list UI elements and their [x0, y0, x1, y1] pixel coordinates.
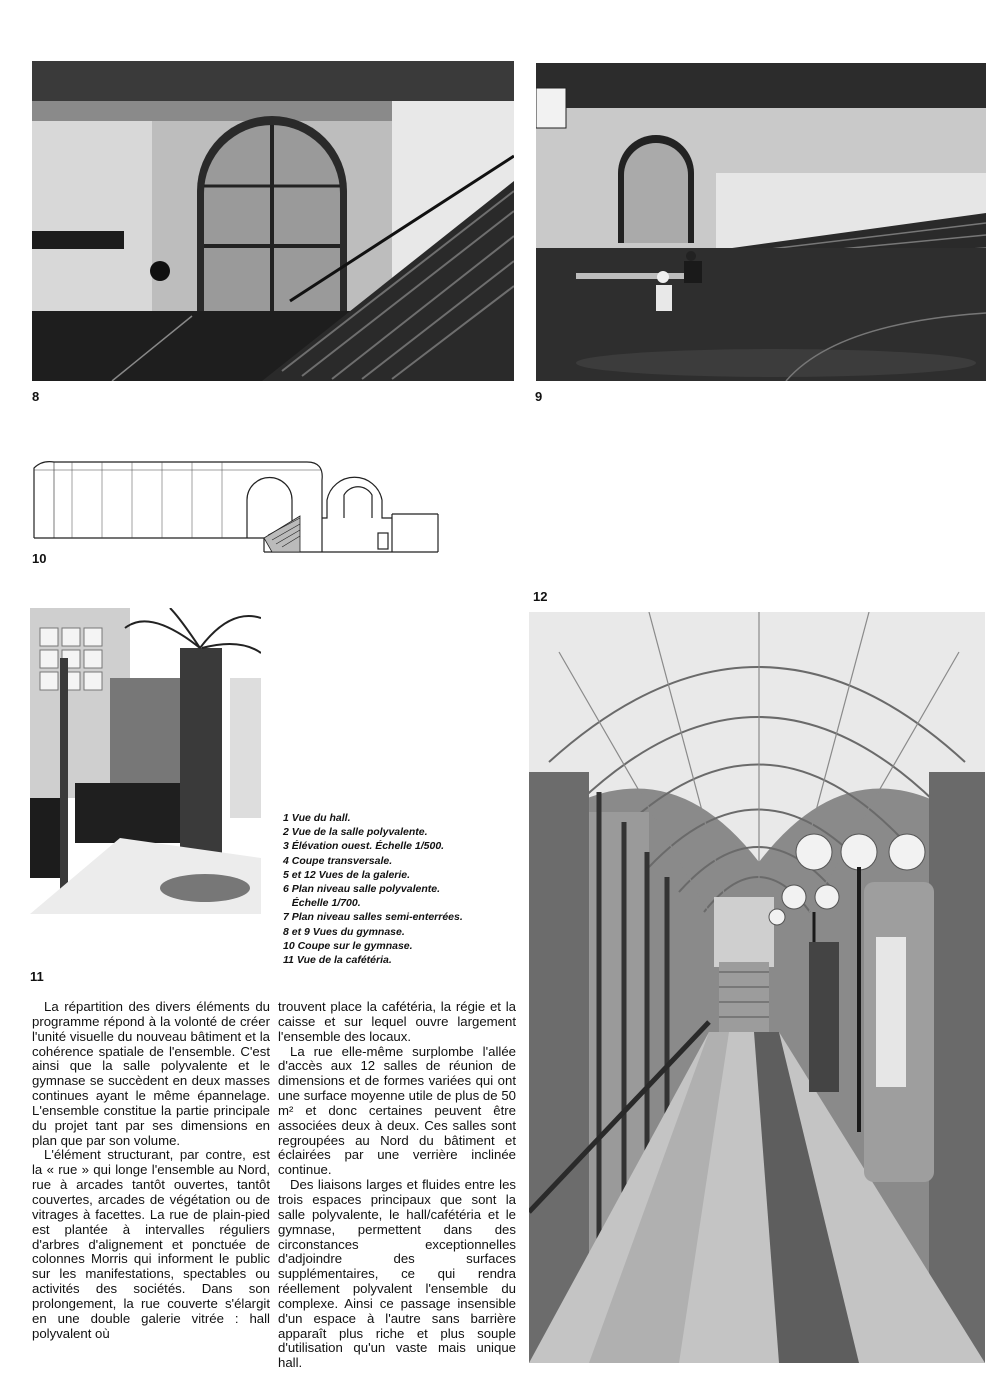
paragraph: La répartition des divers éléments du programme répond à la volonté de créer l'unité visuelle du nouveau bâtiment et la cohérence spatiale de l'ensemble. C'est ainsi que la salle polyvalente et le gymnase se succèdent en deux masses continues ayant le même épannelage. L'ensemble constitue la partie principale du projet tant par ses dimensions en plan que par son volume. — [32, 999, 270, 1148]
caption-item: 2 Vue de la salle polyvalente. — [283, 826, 428, 839]
photo-gymnase-children — [536, 63, 986, 381]
caption-item: 8 et 9 Vues du gymnase. — [283, 925, 405, 938]
caption-item: 10 Coupe sur le gymnase. — [283, 939, 413, 952]
figure-number-11: 11 — [30, 969, 44, 984]
section-drawing-gymnase — [32, 440, 440, 556]
caption-item: 6 Plan niveau salle polyvalente. — [283, 883, 440, 896]
caption-item: 4 Coupe transversale. — [283, 854, 393, 867]
caption-item: 3 Élévation ouest. Échelle 1/500. — [283, 840, 445, 853]
caption-item: 5 et 12 Vues de la galerie. — [283, 868, 411, 881]
caption-item: 7 Plan niveau salles semi-enterrées. — [283, 911, 463, 924]
figure-number-9: 9 — [535, 389, 543, 404]
body-text-column-2 — [278, 1000, 516, 1371]
figure-number-10: 10 — [32, 551, 47, 566]
figure-number-12: 12 — [533, 589, 548, 604]
paragraph: L'élément structurant, par contre, est la « rue » qui longe l'ensemble au Nord, rue à arcades tantôt ouvertes, tantôt couvertes, arcades de végétation ou de vitrages à facettes. La rue de plain-pied est plantée à intervalles réguliers d'arbres d'alignement et ponctuée de colonnes Morris qui informent le public sur les manifestations, spectables ou activités des sociétés. Dans son prolongement, la rue couverte s'élargit en une double galerie vitrée : hall polyvalent où — [32, 1147, 270, 1341]
body-text-column-1 — [32, 1000, 270, 1341]
photo-gallery — [529, 612, 985, 1363]
paragraph: La rue elle-même surplombe l'allée d'accès aux 12 salles de réunion de dimensions et de formes variées qui ont une surface moyenne utile de plus de 50 m² et donc certaines peuvent être associées deux à deux. Ces salles sont regroupées au Nord du bâtiment et éclairées par une verrière inclinée continue. — [278, 1043, 516, 1178]
caption-item: 1 Vue du hall. — [283, 812, 351, 824]
figure-number-8: 8 — [32, 389, 40, 404]
photo-gymnase-hall — [32, 61, 514, 381]
paragraph: Des liaisons larges et fluides entre les trois espaces principaux que sont la salle polyvalente, le hall/cafétéria et le gymnase, permettent dans des circonstances exceptionnelles d'adjoindre des surfaces supplémentaires, ce qui rendra réellement polyvalent l'ensemble du complexe. Ainsi ce passage insensible d'un espace à l'autre sans barrière apparaît plus riche et plus souple d'utilisation qu'un vaste mais unique hall. — [278, 1177, 516, 1371]
caption-list — [283, 811, 513, 967]
caption-item: Échelle 1/700. — [283, 897, 361, 910]
caption-item: 11 Vue de la cafétéria. — [283, 954, 392, 967]
photo-cafeteria — [30, 608, 261, 914]
paragraph: trouvent place la cafétéria, la régie et la caisse et sur lequel ouvre largement l'ensemble des locaux. — [278, 999, 516, 1044]
